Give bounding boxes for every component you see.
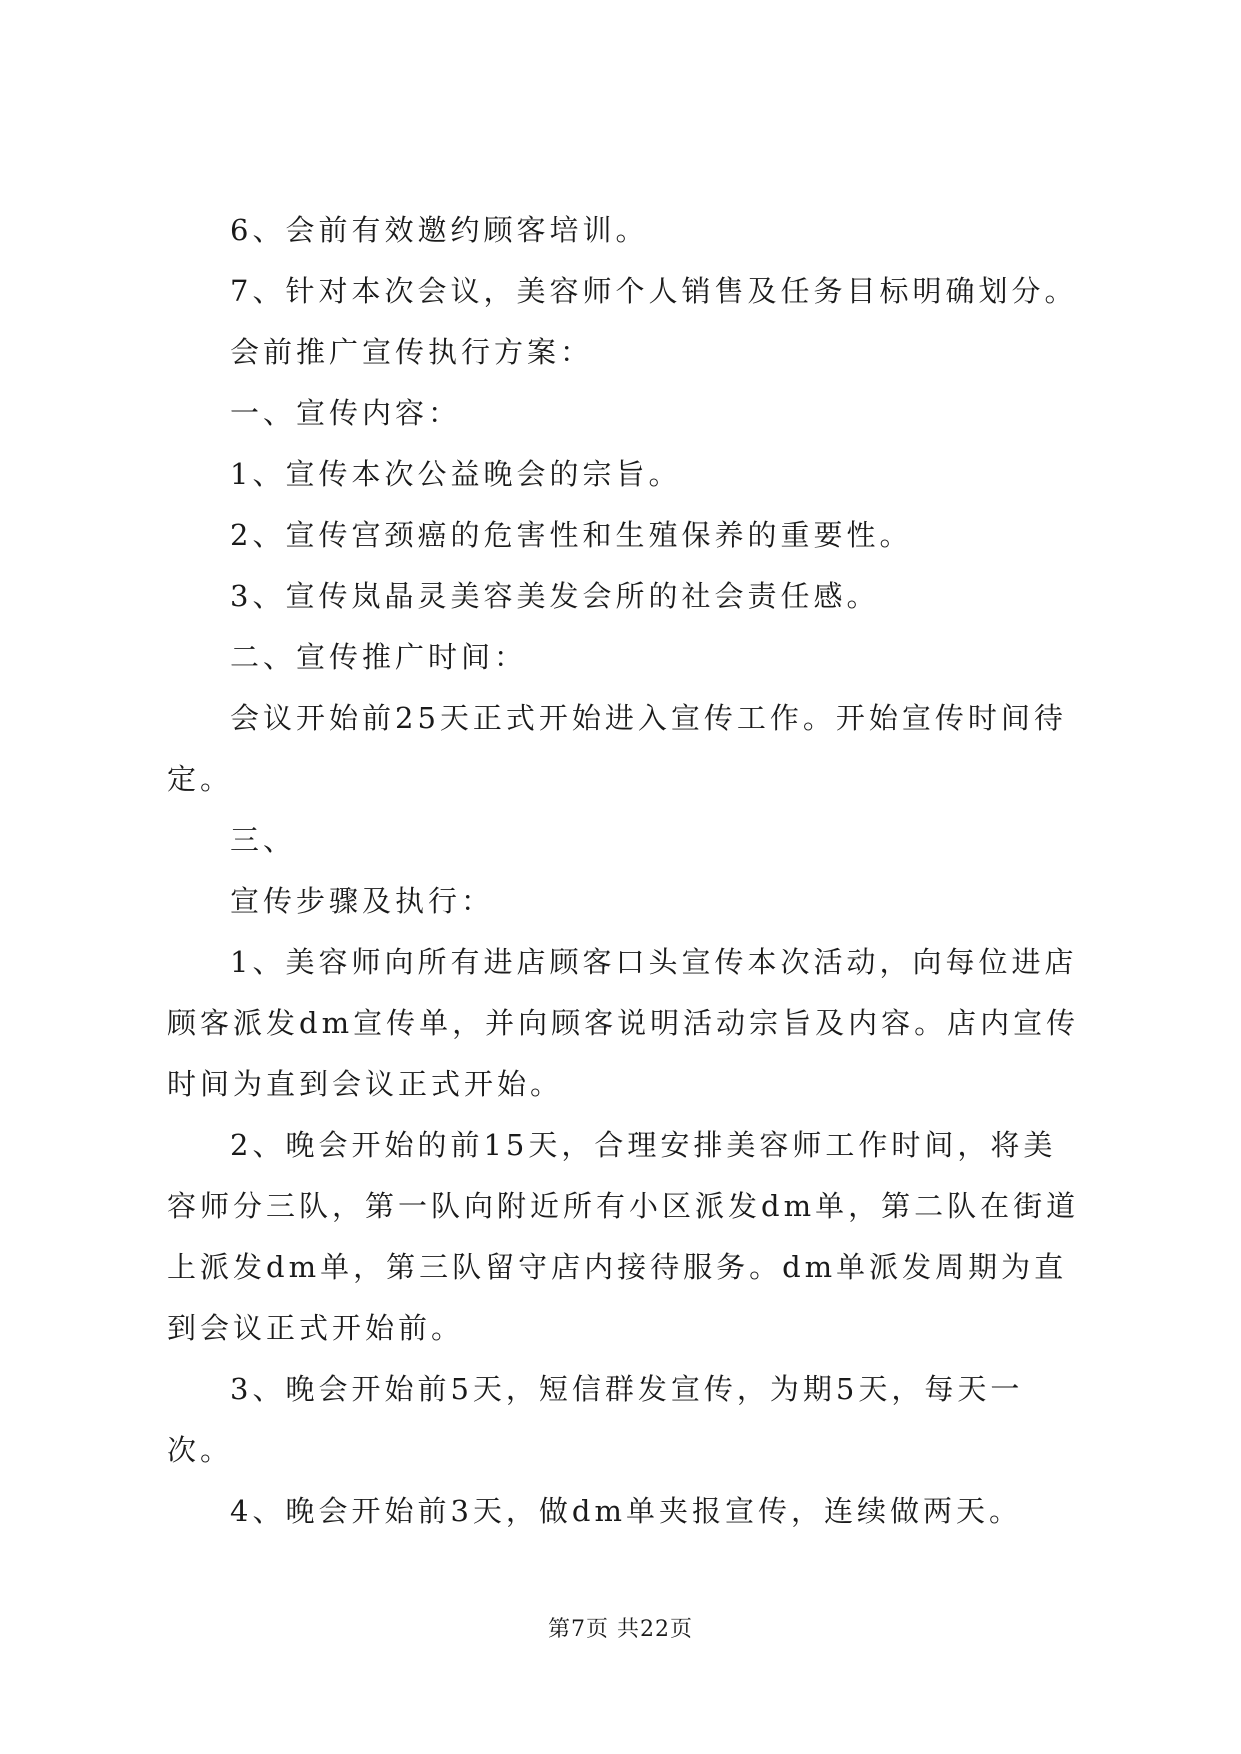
section-heading-promotion-plan: 会前推广宣传执行方案： (230, 335, 594, 369)
section-heading-content: 一、宣传内容： (230, 396, 462, 430)
page-number-footer: 第7页 共22页 (548, 1617, 693, 1642)
paragraph-item-6: 6、会前有效邀约顾客培训。 (230, 213, 649, 247)
section-heading-three: 三、 (230, 823, 297, 857)
step-item-3: 3、晚会开始前5天，短信群发宣传，为期5天，每天一次。 (167, 1372, 1024, 1467)
step-item-1: 1、美容师向所有进店顾客口头宣传本次活动，向每位进店顾客派发dm宣传单，并向顾客说明活动宗旨及内容。店内宣传时间为直到会议正式开始。 (167, 945, 1080, 1101)
step-item-4: 4、晚会开始前3天，做dm单夹报宣传，连续做两天。 (230, 1494, 1022, 1528)
content-item-1: 1、宣传本次公益晚会的宗旨。 (230, 457, 682, 491)
section-heading-steps: 宣传步骤及执行： (230, 884, 495, 918)
content-item-3: 3、宣传岚晶灵美容美发会所的社会责任感。 (230, 579, 880, 613)
document-body (167, 200, 1087, 1542)
time-paragraph: 会议开始前25天正式开始进入宣传工作。开始宣传时间待定。 (167, 701, 1067, 796)
paragraph-item-7: 7、针对本次会议，美容师个人销售及任务目标明确划分。 (230, 274, 1078, 308)
section-heading-time: 二、宣传推广时间： (230, 640, 528, 674)
content-item-2: 2、宣传宫颈癌的危害性和生殖保养的重要性。 (230, 518, 913, 552)
step-item-2: 2、晚会开始的前15天，合理安排美容师工作时间，将美容师分三队，第一队向附近所有小区派发dm单，第二队在街道上派发dm单，第三队留守店内接待服务。dm单派发周期为直到会议正式开始前。 (167, 1128, 1080, 1345)
